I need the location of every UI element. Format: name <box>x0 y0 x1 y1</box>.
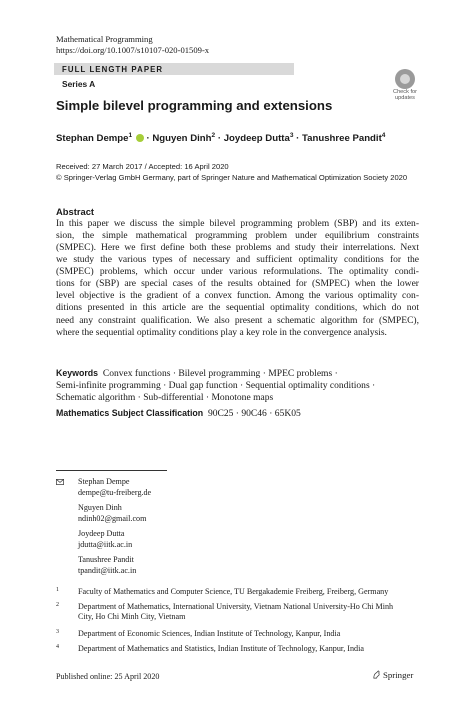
affiliation-number: 3 <box>56 629 59 635</box>
msc-block <box>56 408 301 419</box>
check-for-updates-badge[interactable] <box>388 69 422 103</box>
abstract-line: tions for (SBP) are special cases of the results obtained for (SMPEC) when the lower <box>56 278 419 290</box>
affiliation-number: 2 <box>56 602 59 608</box>
affiliation-text: Faculty of Mathematics and Computer Science, TU Bergakademie Freiberg, Freiberg, Germany <box>78 587 389 596</box>
received-accepted: Received: 27 March 2017 / Accepted: 16 April 2020 <box>56 162 229 171</box>
abstract-line: (SMPEC) problems, which occur under various reformulations. The optimality condi- <box>56 266 419 278</box>
publisher-name: Springer <box>383 670 414 680</box>
footnote-divider <box>56 470 167 471</box>
affiliation-text: Department of Economic Sciences, Indian Institute of Technology, Kanpur, India <box>78 629 341 638</box>
abstract-line: need any constraint qualification. We also present a schematic algorithm for (SMPEC), <box>56 314 419 326</box>
abstract-line: we study the various types of necessary and sufficient optimality conditions for the <box>56 253 419 265</box>
affiliation-text: City, Ho Chi Minh City, Vietnam <box>78 612 186 622</box>
keywords-line: Semi-infinite programming · Dual gap function · Sequential optimality conditions · <box>56 380 376 392</box>
msc-codes: 90C25 · 90C46 · 65K05 <box>207 408 301 419</box>
contact-email[interactable]: dempe@tu-freiberg.de <box>78 487 152 497</box>
journal-name: Mathematical Programming <box>56 34 153 44</box>
author-affil-mark: 2 <box>211 132 216 139</box>
author-list <box>56 132 385 144</box>
abstract-body <box>56 218 419 339</box>
affiliation-number: 4 <box>56 644 59 650</box>
keywords-block <box>56 367 419 405</box>
author-name[interactable]: Nguyen Dinh <box>152 133 212 145</box>
contact-name: Tanushree Pandit <box>78 555 134 564</box>
abstract-line: ditions presented in this article are the sequential optimality conditions, which do not <box>56 302 419 314</box>
contact-name: Nguyen Dinh <box>78 503 122 512</box>
keywords-heading: Keywords <box>56 368 99 378</box>
author-affil-mark: 3 <box>289 132 294 139</box>
abstract-line: (SMPEC). Here we first define both these problems and study their interrelations. Next <box>56 241 419 253</box>
author-separator: · <box>296 133 300 145</box>
check-for-updates-icon <box>395 69 415 89</box>
check-updates-line-1: Check for <box>393 89 417 95</box>
abstract-line: In this paper we discuss the simple bilevel programming problem (SBP) and its exten- <box>56 217 419 229</box>
author-affil-mark: 1 <box>128 132 133 139</box>
abstract-heading: Abstract <box>56 206 95 217</box>
envelope-icon <box>56 479 64 485</box>
orcid-icon[interactable] <box>136 134 144 142</box>
check-updates-line-2: updates <box>395 95 415 101</box>
keywords-line: Convex functions · Bilevel programming · MPEC problems · <box>102 368 338 379</box>
series-label: Series A <box>62 79 96 89</box>
author-name[interactable]: Stephan Dempe <box>56 133 129 145</box>
affiliation-number: 1 <box>56 587 59 593</box>
springer-horse-icon <box>372 670 381 679</box>
article-dates <box>56 161 407 183</box>
published-online: Published online: 25 April 2020 <box>56 672 160 681</box>
affiliation-text: Department of Mathematics and Statistics, Indian Institute of Technology, Kanpur, India <box>78 644 364 653</box>
article-type: FULL LENGTH PAPER <box>62 64 164 74</box>
contact-email[interactable]: ndinh02@gmail.com <box>78 513 147 523</box>
contact-email[interactable]: jdutta@iitk.ac.in <box>78 539 133 549</box>
msc-heading: Mathematics Subject Classification <box>56 408 204 418</box>
paper-title: Simple bilevel programming and extensions <box>56 98 333 113</box>
contact-email[interactable]: tpandit@iitk.ac.in <box>78 565 137 575</box>
journal-header <box>56 34 209 56</box>
author-separator: · <box>217 133 222 145</box>
author-name[interactable]: Tanushree Pandit <box>301 133 382 145</box>
author-affil-mark: 4 <box>381 132 386 139</box>
springer-logo <box>372 670 413 680</box>
abstract-line: level objective is the gradient of a convex function. Among the various optimality con- <box>56 290 419 302</box>
abstract-line: where the sequential optimality conditions play a key role in the convergence analysis. <box>56 326 387 338</box>
author-separator: · <box>146 133 150 145</box>
contact-name: Joydeep Dutta <box>78 529 125 538</box>
author-name[interactable]: Joydeep Dutta <box>223 133 290 145</box>
abstract-line: sion, the simple mathematical programming problem under equilibrium constraints <box>56 229 419 241</box>
contact-name: Stephan Dempe <box>78 477 130 486</box>
doi-link[interactable]: https://doi.org/10.1007/s10107-020-01509-x <box>56 45 210 55</box>
affiliation-text: Department of Mathematics, International University, Vietnam National University-Ho Chi Minh <box>78 602 394 611</box>
keywords-line: Schematic algorithm · Sub-differential · Monotone maps <box>56 392 274 404</box>
copyright-notice: © Springer-Verlag GmbH Germany, part of Springer Nature and Mathematical Optimization Society 2020 <box>56 173 408 182</box>
